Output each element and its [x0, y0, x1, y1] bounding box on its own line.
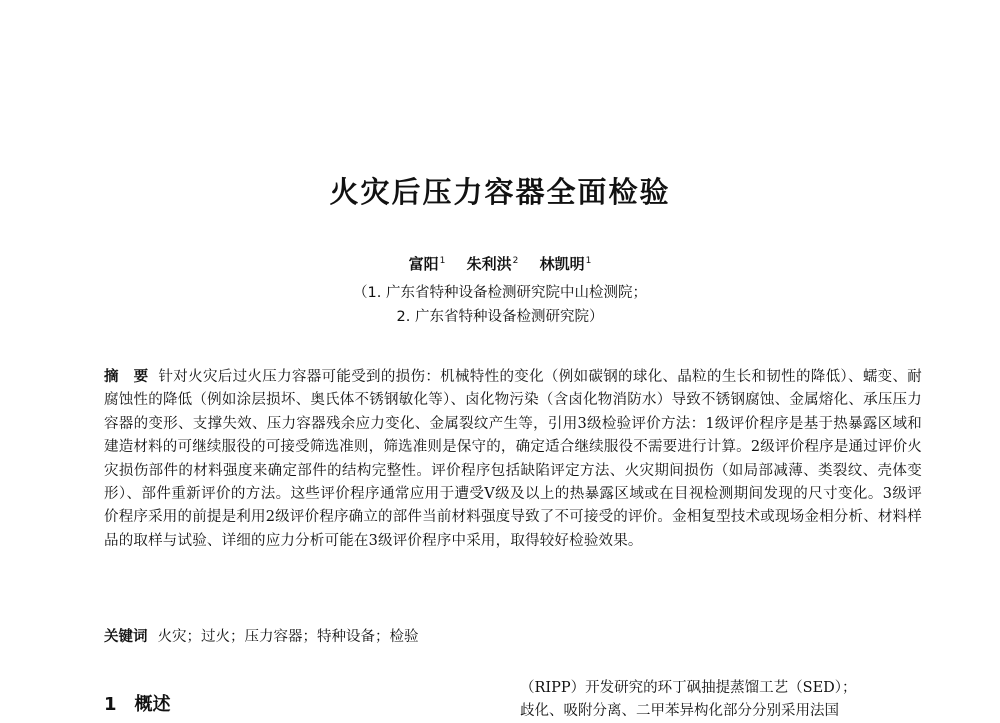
author	[467, 255, 519, 273]
keywords	[104, 625, 922, 646]
author	[409, 255, 446, 273]
affiliation-line: （1. 广东省特种设备检测研究院中山检测院；	[353, 285, 647, 301]
author-name: 富阳	[408, 255, 439, 273]
abstract-text: 针对火灾后过火压力容器可能受到的损伤：机械特性的变化（例如碳钢的球化、晶粒的生长和韧性的降低）、蠕变、耐腐蚀性的降低（例如涂层损坏、奥氏体不锈钢敏化等）、卤化物污染（含卤化物消防水）导致不锈钢腐蚀、金属熔化、承压压力容器的变形、支撑失效、压力容器残余应力变化、金属裂纹产生等，引用3级检验评价方法：1级评价程序是基于热暴露区域和建造材料的可继续服役的可接受筛选准则，筛选准则是保守的，确定适合继续服役不需要进行计算。2级评价程序是通过评价火灾损伤部件的材料强度来确定部件的结构完整性。评价程序包括缺陷评定方法、火灾期间损伤（如局部减薄、类裂纹、壳体变形）、部件重新评价的方法。这些评价程序通常应用于遭受Ⅴ级及以上的热暴露区域或在目视检测期间发现的尺寸变化。3级评价程序采用的前提是利用2级评价程序确立的部件当前材料强度导致了不可接受的评价。金相复型技术或现场金相分析、材料样品的取样与试验、详细的应力分析可能在3级评价程序中采用，取得较好检验效果。	[104, 369, 922, 549]
affiliation-line: 2. 广东省特种设备检测研究院）	[396, 309, 604, 325]
author-name: 朱利洪	[466, 255, 512, 273]
section-heading	[104, 690, 171, 716]
author-name: 林凯明	[539, 255, 585, 273]
keywords-label: 关键词	[104, 629, 148, 645]
author-list	[0, 253, 1000, 274]
body-text-line: 歧化、吸附分离、二甲苯异构化部分分别采用法国	[520, 703, 839, 719]
body-text-line: （RIPP）开发研究的环丁砜抽提蒸馏工艺（SED）；	[520, 680, 857, 696]
section-number: 1	[104, 694, 117, 715]
abstract-label: 摘 要	[104, 369, 149, 385]
right-column-text	[520, 677, 922, 723]
abstract	[104, 366, 922, 553]
keywords-text: 火灾；过火；压力容器；特种设备；检验	[157, 629, 419, 645]
author	[540, 255, 592, 273]
paper-title: 火灾后压力容器全面检验	[329, 175, 671, 209]
author-affiliation-mark: 1	[439, 256, 446, 266]
section-title: 概述	[134, 694, 171, 715]
author-affiliation-mark: 2	[512, 256, 519, 266]
author-affiliation-mark: 1	[585, 256, 592, 266]
